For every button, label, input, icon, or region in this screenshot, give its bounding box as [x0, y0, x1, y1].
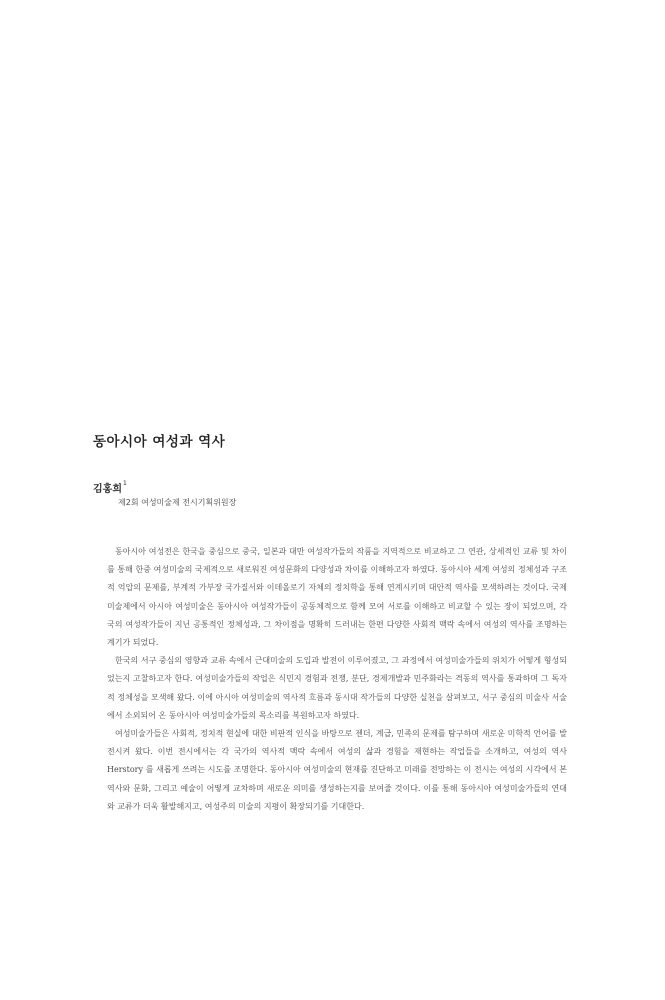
author-footnote-mark: 1 [122, 480, 127, 487]
body-paragraph: 동아시아 여성전은 한국을 중심으로 중국, 일본과 대만 여성작가들의 작품을 지역적으로 비교하고 그 연관, 상세적인 교류 및 차이를 통해 한중 여성미술의 국제적으로 새로워진 여성문화의 다양성과 차이를 이해하고자 하였다. 동아시아 세계 여성의 정체성과 구조적 억압의 문제를, 부계적 가부장 국가질서와 이데올로기 자체의 정치학을 통해 연계시키며 대안적 역사를 모색하려는 것이다. 국제미술제에서 아시아 여성미술은 동아시아 여성작가들이 공동체적으로 함께 모여 서로를 이해하고 비교할 수 있는 장이 되었으며, 각 국의 여성작가들이 지닌 공통적인 정체성과, 그 차이점을 명확히 드러내는 한편 다양한 사회적 맥락 속에서 여성의 역사를 조명하는 계기가 되었다. [107, 547, 567, 648]
body-paragraph: 한국의 서구 중심의 영향과 교류 속에서 근대미술의 도입과 발전이 이루어졌고, 그 과정에서 여성미술가들의 위치가 어떻게 형성되었는지 고찰하고자 한다. 여성미술가들의 작업은 식민지 경험과 전쟁, 분단, 경제개발과 민주화라는 격동의 역사를 통과하며 그 독자적 정체성을 모색해 왔다. 이에 아시아 여성미술의 역사적 흐름과 동시대 작가들의 다양한 실천을 살펴보고, 서구 중심의 미술사 서술에서 소외되어 온 동아시아 여성미술가들의 목소리를 복원하고자 하였다. [107, 656, 567, 720]
author-line [93, 480, 127, 495]
article-body [107, 543, 567, 816]
body-paragraph: 여성미술가들은 사회적, 정치적 현실에 대한 비판적 인식을 바탕으로 젠더, 계급, 민족의 문제를 탐구하며 새로운 미학적 언어를 발전시켜 왔다. 이번 전시에서는 각 국가의 역사적 맥락 속에서 여성의 삶과 경험을 재현하는 작업들을 소개하고, 여성의 역사 Herstory 를 새롭게 쓰려는 시도를 조명한다. 동아시아 여성미술의 현재를 진단하고 미래를 전망하는 이 전시는 여성의 시각에서 본 역사와 문화, 그리고 예술이 어떻게 교차하며 새로운 의미를 생성하는지를 보여줄 것이다. 이를 통해 동아시아 여성미술가들의 연대와 교류가 더욱 활발해지고, 여성주의 미술의 지평이 확장되기를 기대한다. [107, 729, 567, 811]
article-title: 동아시아 여성과 역사 [93, 434, 226, 450]
author-affiliation: 제2회 여성미술제 전시기획위원장 [118, 498, 237, 507]
author-name: 김홍희 [93, 484, 122, 495]
